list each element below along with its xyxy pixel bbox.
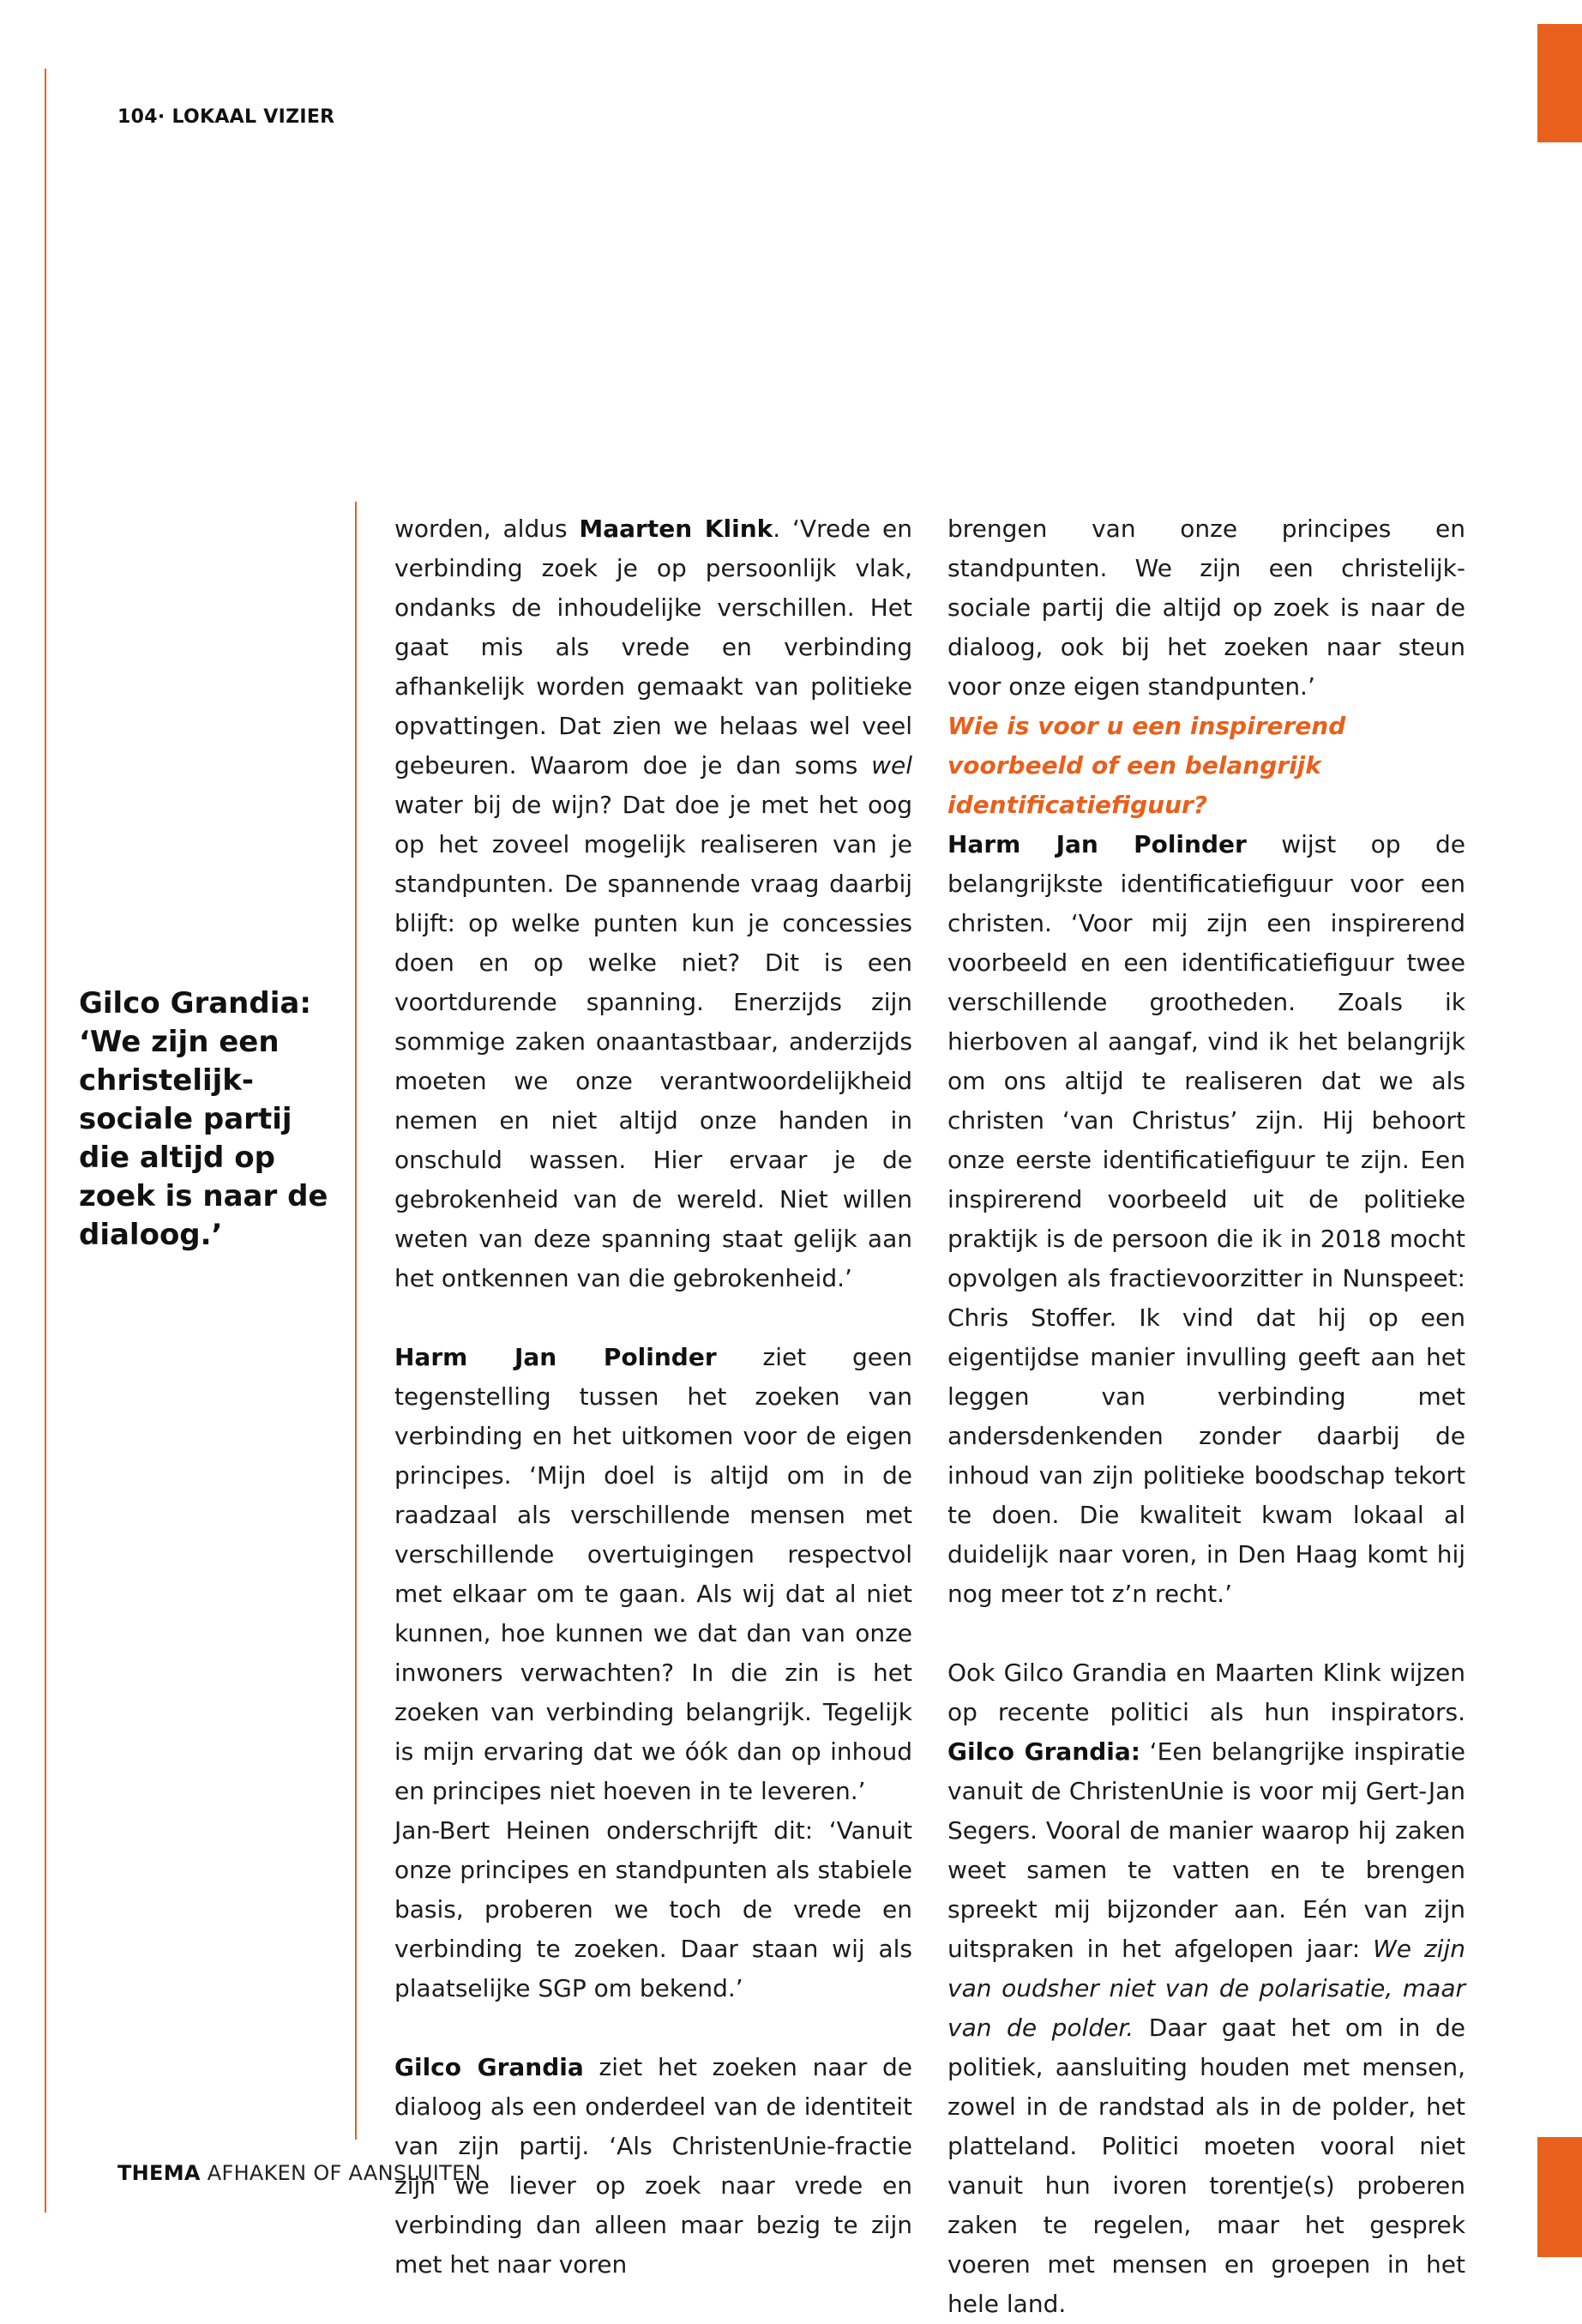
paragraph: Gilco Grandia ziet het zoeken naar de dialoog als een onderdeel van de identiteit van zijn partij. ‘Als ChristenUnie-fractie zijn we liever op zoek naar vrede en verbinding dan alleen maar bezig te zijn met het naar voren xyxy=(394,2053,913,2279)
paragraph: brengen van onze principes en standpunten. We zijn een christelijk-sociale partij die altijd op zoek is naar de dialoog, ook bij het zoeken naar steun voor onze eigen standpunten.’ xyxy=(947,515,1465,701)
pull-quote: Gilco Grandia: ‘We zijn een christelijk-sociale partij die altijd op zoek is naar de dialoog.’ xyxy=(79,986,328,1252)
speaker-name: Harm Jan Polinder xyxy=(394,1343,717,1371)
article-column-2 xyxy=(947,509,1465,2324)
paragraph: worden, aldus Maarten Klink. ‘Vrede en verbinding zoek je op persoonlijk vlak, ondanks de inhoudelijke verschillen. Het gaat mis als vrede en verbinding afhankelijk worden gemaakt van politieke opvattingen. Dat zien we helaas wel veel gebeuren. Waarom doe je dan soms wel water bij de wijn? Dat doe je met het oog op het zoveel mogelijk realiseren van je standpunten. De spannende vraag daarbij blijft: op welke punten kun je concessies doen en op welke niet? Dit is een voortdurende spanning. Enerzijds zijn sommige zaken onaantastbaar, anderzijds moeten we onze verantwoordelijkheid nemen en niet altijd onze handen in onschuld wassen. Hier ervaar je de gebrokenheid van de wereld. Niet willen weten van deze spanning staat gelijk aan het ontkennen van die gebrokenheid.’ xyxy=(394,515,912,1292)
header-separator: · xyxy=(157,106,165,128)
paragraph: Harm Jan Polinder wijst op de belangrijkste identificatiefiguur voor een christen. ‘Voor mij zijn een inspirerend voorbeeld en een identificatiefiguur twee verschillende grootheden. Zoals ik hierboven al aangaf, vind ik het belangrijk om ons altijd te realiseren dat we als christen ‘van Christus’ zijn. Hij behoort onze eerste identificatiefiguur te zijn. Een inspirerend voorbeeld uit de politieke praktijk is de persoon die ik in 2018 mocht opvolgen als fractievoorzitter in Nunspeet: Chris Stoffer. Ik vind dat hij op een eigentijdse manier invulling geeft aan het leggen van verbinding met andersdenkenden zonder daarbij de inhoud van zijn politieke boodschap tekort te doen. Die kwaliteit kwam lokaal al duidelijk naar voren, in Den Haag komt hij nog meer tot z’n recht.’ xyxy=(947,830,1465,1608)
interview-question: Wie is voor u een inspirerend voorbeeld of een belangrijk identificatiefiguur? xyxy=(947,712,1346,819)
speaker-name: Gilco Grandia xyxy=(394,2053,584,2081)
orange-edge-tab-top xyxy=(1537,24,1582,142)
paragraph: Harm Jan Polinder ziet geen tegenstelling tussen het zoeken van verbinding en het uitkomen voor de eigen principes. ‘Mijn doel is altijd om in de raadzaal als verschillende mensen met verschillende overtuigingen respectvol met elkaar om te gaan. Als wij dat al niet kunnen, hoe kunnen we dat dan van onze inwoners verwachten? In die zin is het zoeken van verbinding belangrijk. Tegelijk is mijn ervaring dat we óók dan op inhoud en principes niet hoeven in te leveren.’ xyxy=(394,1343,912,1805)
paragraph: Ook Gilco Grandia en Maarten Klink wijzen op recente politici als hun inspirators. Gilco Grandia: ‘Een belangrijke inspiratie vanuit de ChristenUnie is voor mij Gert-Jan Segers. Vooral de manier waarop hij zaken weet samen te vatten en te brengen spreekt mij bijzonder aan. Eén van zijn uitspraken in het afgelopen jaar: We zijn van oudsher niet van de polarisatie, maar van de polder. Daar gaat het om in de politiek, aansluiting houden met mensen, zowel in de randstad als in de polder, het platteland. Politici moeten vooral niet vanuit hun ivoren torentje(s) proberen zaken te regelen, maar het gesprek voeren met mensen en groepen in het hele land. xyxy=(947,1659,1465,2318)
running-header xyxy=(117,106,334,128)
speaker-name: Harm Jan Polinder xyxy=(947,830,1247,858)
speaker-name: Maarten Klink xyxy=(579,515,773,543)
page-number: 104 xyxy=(117,106,158,128)
running-footer xyxy=(117,2161,481,2185)
paragraph: Jan-Bert Heinen onderschrijft dit: ‘Vanuit onze principes en standpunten als stabiele basis, proberen we toch de vrede en verbinding te zoeken. Daar staan wij als plaatselijke SGP om bekend.’ xyxy=(394,1816,912,2002)
article-column-1 xyxy=(394,509,912,2285)
footer-label: THEMA xyxy=(117,2161,201,2185)
section-title: LOKAAL VIZIER xyxy=(171,106,335,128)
pull-quote-rule xyxy=(355,502,357,2140)
speaker-name: Gilco Grandia: xyxy=(947,1737,1140,1766)
footer-title: AFHAKEN OF AANSLUITEN xyxy=(207,2161,481,2185)
page-margin-rule xyxy=(45,69,46,2213)
orange-edge-tab-bottom xyxy=(1537,2137,1582,2257)
